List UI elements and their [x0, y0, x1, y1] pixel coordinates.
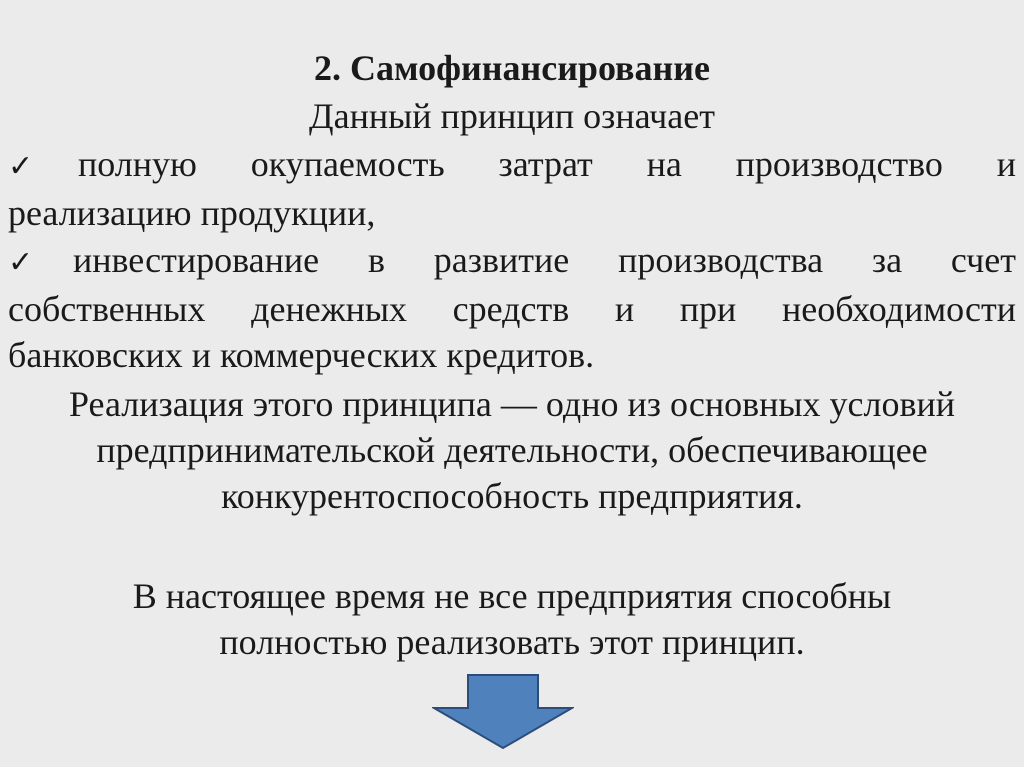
slide-title: 2. Самофинансирование — [314, 48, 710, 88]
bullet-item-2-line-2: собственных денежных средств и при необходимости — [8, 289, 1016, 329]
paragraph-2-line-2: полностью реализовать этот принцип. — [219, 622, 805, 662]
bullet-item-2-line-1 — [8, 237, 1016, 286]
paragraph-1-line-3: конкурентоспособность предприятия. — [221, 476, 803, 516]
paragraph-principle-importance — [0, 381, 1024, 519]
check-icon: ✓ — [8, 245, 73, 280]
bullet-item-2-text-1: инвестирование в развитие производства за счет — [72, 240, 1016, 280]
paragraph-1-line-2: предпринимательской деятельности, обеспечивающее — [96, 430, 928, 470]
bullet-item-1-line-1 — [8, 141, 1016, 190]
bullet-item-1 — [8, 141, 1016, 236]
bullet-item-1-text-1: полную окупаемость затрат на производство и — [77, 144, 1016, 184]
paragraph-1-line-1: Реализация этого принципа — одно из основных условий — [68, 384, 956, 424]
bullet-item-1-line-2: реализацию продукции, — [8, 193, 376, 233]
paragraph-2-line-1: В настоящее время не все предприятия способны — [132, 576, 892, 616]
down-arrow-icon — [432, 674, 574, 750]
bullet-item-2 — [8, 237, 1016, 378]
slide-subtitle: Данный принцип означает — [309, 96, 715, 136]
paragraph-current-state — [0, 573, 1024, 665]
check-icon: ✓ — [8, 149, 78, 184]
bullet-item-2-line-3: банковских и коммерческих кредитов. — [8, 335, 595, 375]
